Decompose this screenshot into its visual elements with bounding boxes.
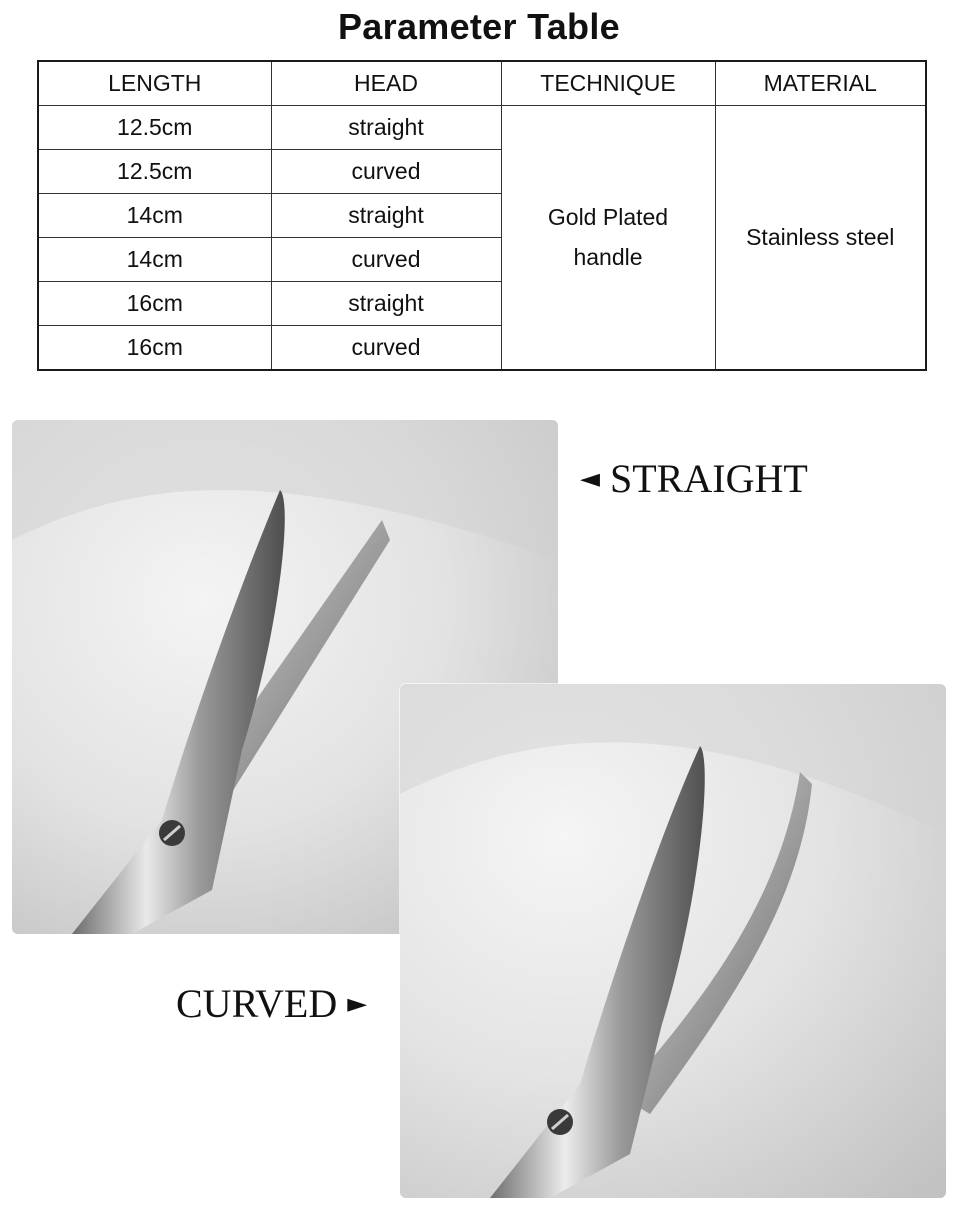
right-arrow-icon: ► <box>347 988 368 1019</box>
caption-straight <box>580 455 808 502</box>
cell-length: 16cm <box>38 326 271 371</box>
cell-head: curved <box>271 150 501 194</box>
table-row <box>38 106 926 150</box>
cell-head: curved <box>271 238 501 282</box>
caption-curved-label: CURVED <box>176 981 338 1026</box>
technique-line-1: Gold Plated <box>547 204 669 231</box>
header-technique: TECHNIQUE <box>501 61 715 106</box>
cell-length: 16cm <box>38 282 271 326</box>
parameter-table <box>37 60 927 371</box>
header-length: LENGTH <box>38 61 271 106</box>
technique-line-2: handle <box>573 243 643 270</box>
left-arrow-icon: ◄ <box>580 463 600 494</box>
header-material: MATERIAL <box>715 61 926 106</box>
cell-head: curved <box>271 326 501 371</box>
cell-head: straight <box>271 194 501 238</box>
caption-curved <box>176 980 367 1027</box>
header-head: HEAD <box>271 61 501 106</box>
scissors-curved-photo <box>400 684 946 1198</box>
cell-material: Stainless steel <box>715 106 926 371</box>
cell-length: 12.5cm <box>38 150 271 194</box>
cell-technique <box>501 106 715 371</box>
cell-length: 14cm <box>38 194 271 238</box>
cell-head: straight <box>271 282 501 326</box>
scissors-curved-illustration <box>400 684 946 1198</box>
page-title: Parameter Table <box>338 6 620 47</box>
table-header-row <box>38 61 926 106</box>
cell-head: straight <box>271 106 501 150</box>
cell-length: 14cm <box>38 238 271 282</box>
cell-length: 12.5cm <box>38 106 271 150</box>
caption-straight-label: STRAIGHT <box>610 456 808 501</box>
